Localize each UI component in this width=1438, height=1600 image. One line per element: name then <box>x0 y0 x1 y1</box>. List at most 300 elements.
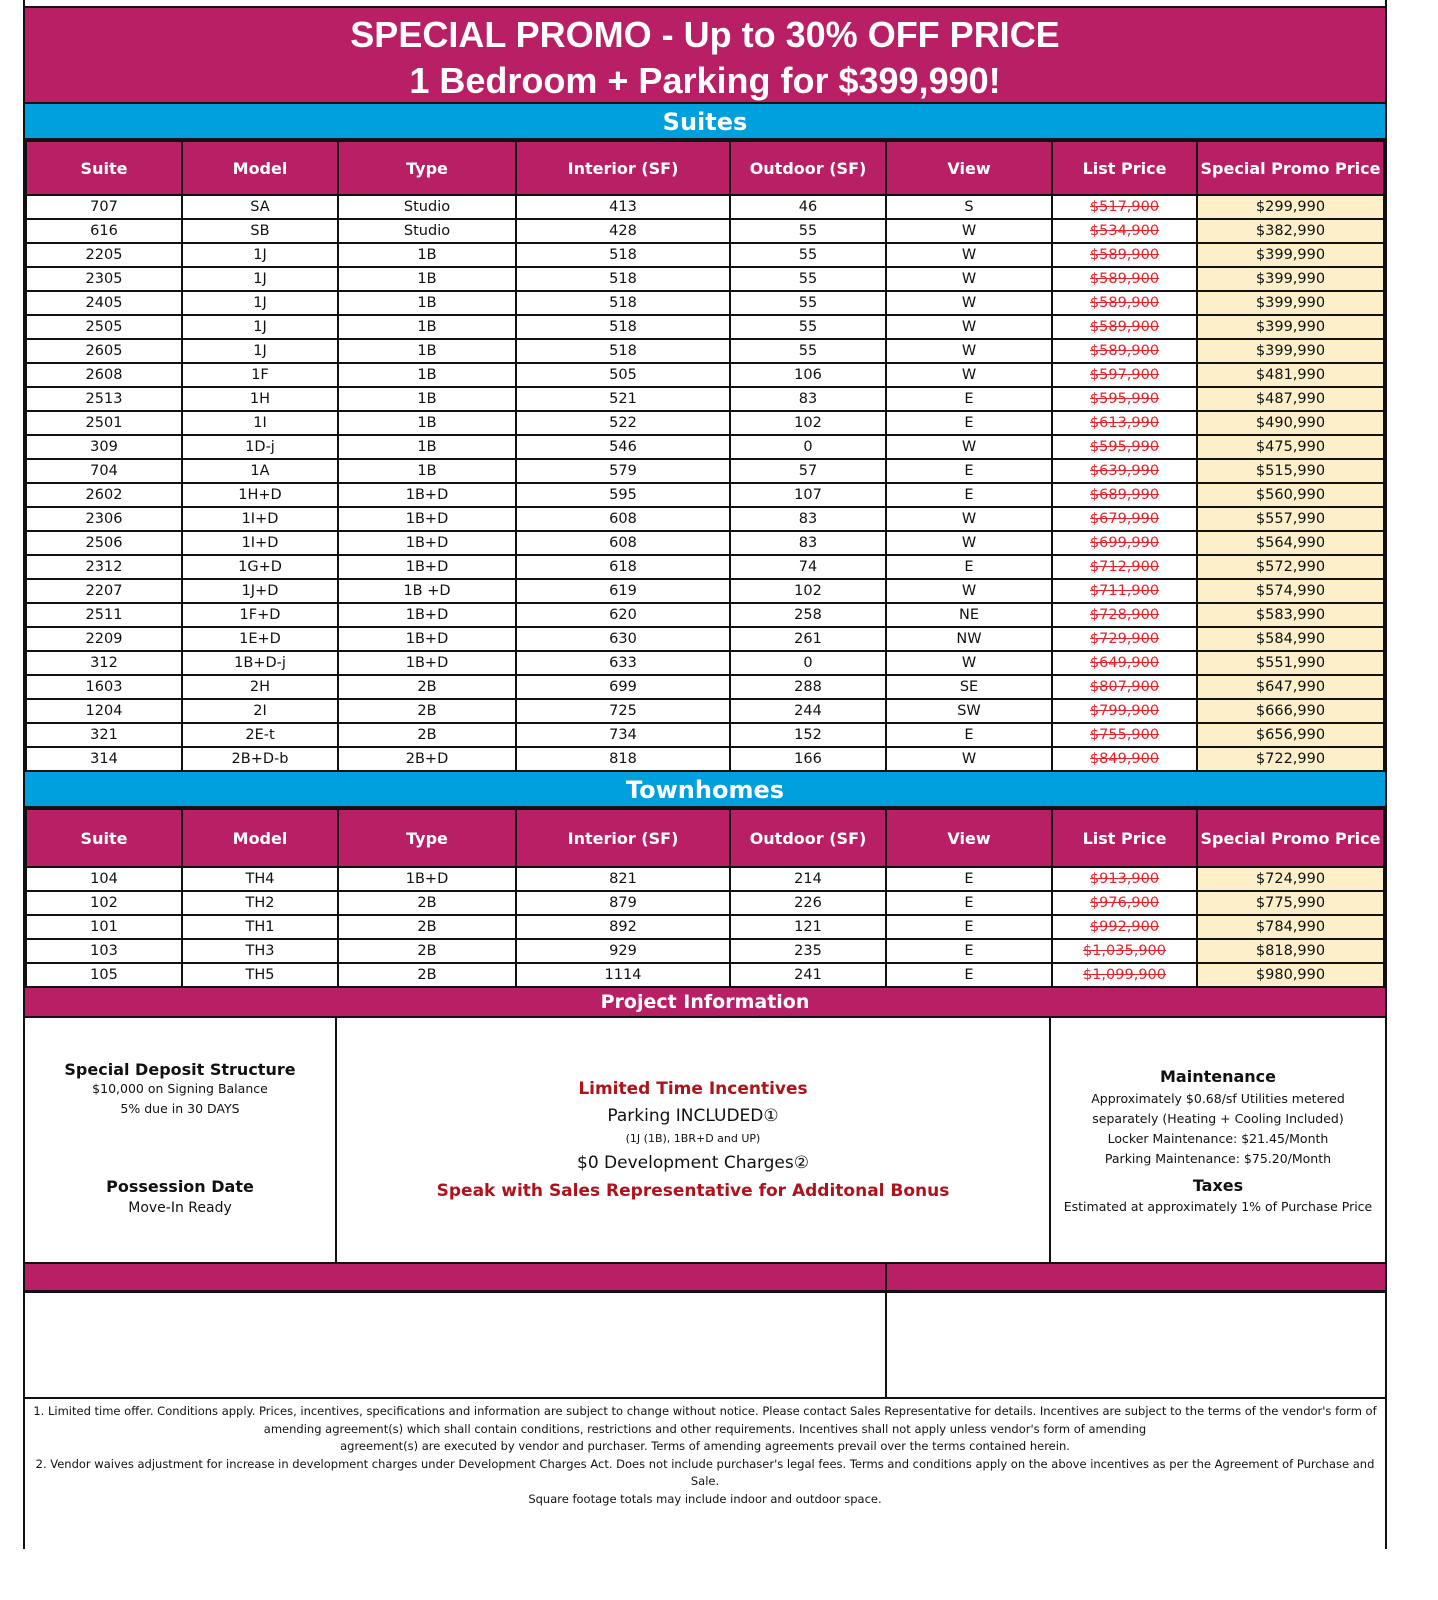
type-cell: 1B+D <box>338 651 516 675</box>
suite-cell: 2602 <box>26 483 182 507</box>
list-price-cell: $589,900 <box>1052 315 1197 339</box>
interior-cell: 725 <box>516 699 730 723</box>
disclaimer-line-3: 2. Vendor waives adjustment for increase in development charges under Development Charges Act. Does not include purchaser's legal fees. Terms and conditions apply on the above incentives as per the Agreement of Purchase and Sale. <box>35 1456 1375 1488</box>
table-row <box>26 555 1384 579</box>
suite-cell: 2305 <box>26 267 182 291</box>
outdoor-cell: 55 <box>730 267 886 291</box>
table-row <box>26 891 1384 915</box>
model-cell: 1I+D <box>182 507 338 531</box>
suites-header-row <box>26 141 1384 195</box>
table-row <box>26 339 1384 363</box>
view-cell: SE <box>886 675 1052 699</box>
column-header: View <box>886 141 1052 195</box>
type-cell: 1B <box>338 363 516 387</box>
model-cell: 1D-j <box>182 435 338 459</box>
interior-cell: 518 <box>516 291 730 315</box>
list-price-cell: $799,900 <box>1052 699 1197 723</box>
view-cell: E <box>886 459 1052 483</box>
interior-cell: 1114 <box>516 963 730 987</box>
type-cell: 1B <box>338 267 516 291</box>
interior-cell: 595 <box>516 483 730 507</box>
suite-cell: 2306 <box>26 507 182 531</box>
view-cell: E <box>886 867 1052 891</box>
view-cell: W <box>886 243 1052 267</box>
list-price-cell: $649,900 <box>1052 651 1197 675</box>
list-price-cell: $807,900 <box>1052 675 1197 699</box>
suites-table <box>25 140 1385 772</box>
list-price-cell: $689,990 <box>1052 483 1197 507</box>
table-row <box>26 651 1384 675</box>
suite-cell: 2312 <box>26 555 182 579</box>
suite-cell: 2501 <box>26 411 182 435</box>
incentive-dev-charges: $0 Development Charges② <box>577 1153 809 1173</box>
table-row <box>26 675 1384 699</box>
project-info-panel <box>25 1018 1385 1264</box>
model-cell: TH1 <box>182 915 338 939</box>
interior-cell: 521 <box>516 387 730 411</box>
interior-cell: 929 <box>516 939 730 963</box>
table-row <box>26 603 1384 627</box>
promo-price-cell: $647,990 <box>1197 675 1384 699</box>
promo-price-cell: $980,990 <box>1197 963 1384 987</box>
promo-price-cell: $564,990 <box>1197 531 1384 555</box>
outdoor-cell: 106 <box>730 363 886 387</box>
column-header: List Price <box>1052 809 1197 867</box>
table-row <box>26 699 1384 723</box>
type-cell: 1B+D <box>338 531 516 555</box>
promo-price-cell: $584,990 <box>1197 627 1384 651</box>
view-cell: W <box>886 435 1052 459</box>
type-cell: 1B+D <box>338 867 516 891</box>
table-row <box>26 963 1384 987</box>
table-row <box>26 219 1384 243</box>
promo-price-cell: $572,990 <box>1197 555 1384 579</box>
promo-headline: SPECIAL PROMO - Up to 30% OFF PRICE <box>350 14 1060 55</box>
list-price-cell: $699,990 <box>1052 531 1197 555</box>
type-cell: 1B +D <box>338 579 516 603</box>
table-row <box>26 867 1384 891</box>
table-row <box>26 195 1384 219</box>
interior-cell: 619 <box>516 579 730 603</box>
list-price-cell: $712,900 <box>1052 555 1197 579</box>
view-cell: E <box>886 915 1052 939</box>
list-price-cell: $595,990 <box>1052 387 1197 411</box>
suite-cell: 2608 <box>26 363 182 387</box>
interior-cell: 579 <box>516 459 730 483</box>
table-row <box>26 363 1384 387</box>
model-cell: 1G+D <box>182 555 338 579</box>
outdoor-cell: 102 <box>730 579 886 603</box>
promo-price-cell: $818,990 <box>1197 939 1384 963</box>
promo-price-cell: $399,990 <box>1197 315 1384 339</box>
top-border <box>25 0 1385 8</box>
promo-price-cell: $515,990 <box>1197 459 1384 483</box>
model-cell: 1I+D <box>182 531 338 555</box>
suite-cell: 309 <box>26 435 182 459</box>
suite-cell: 2207 <box>26 579 182 603</box>
type-cell: 1B <box>338 459 516 483</box>
column-header: Type <box>338 141 516 195</box>
outdoor-cell: 226 <box>730 891 886 915</box>
type-cell: 2B <box>338 675 516 699</box>
suite-cell: 102 <box>26 891 182 915</box>
column-header: Outdoor (SF) <box>730 809 886 867</box>
suite-cell: 2209 <box>26 627 182 651</box>
list-price-cell: $589,900 <box>1052 267 1197 291</box>
outdoor-cell: 0 <box>730 651 886 675</box>
deposit-possession-cell <box>25 1018 337 1262</box>
outdoor-cell: 55 <box>730 315 886 339</box>
type-cell: 2B <box>338 723 516 747</box>
list-price-cell: $597,900 <box>1052 363 1197 387</box>
model-cell: 1J+D <box>182 579 338 603</box>
outdoor-cell: 235 <box>730 939 886 963</box>
table-row <box>26 579 1384 603</box>
list-price-cell: $595,990 <box>1052 435 1197 459</box>
maintenance-title: Maintenance <box>1159 1067 1276 1086</box>
outdoor-cell: 214 <box>730 867 886 891</box>
model-cell: 1J <box>182 243 338 267</box>
list-price-cell: $589,900 <box>1052 243 1197 267</box>
suites-section-title: Suites <box>25 104 1385 140</box>
outdoor-cell: 102 <box>730 411 886 435</box>
suite-cell: 1204 <box>26 699 182 723</box>
suite-cell: 321 <box>26 723 182 747</box>
suite-cell: 2405 <box>26 291 182 315</box>
type-cell: 2B <box>338 699 516 723</box>
view-cell: W <box>886 315 1052 339</box>
maintenance-line-2: separately (Heating + Cooling Included) <box>1092 1111 1344 1126</box>
outdoor-cell: 55 <box>730 219 886 243</box>
promo-price-cell: $722,990 <box>1197 747 1384 771</box>
suite-cell: 104 <box>26 867 182 891</box>
view-cell: W <box>886 507 1052 531</box>
list-price-cell: $729,900 <box>1052 627 1197 651</box>
disclaimer <box>25 1399 1385 1549</box>
type-cell: 1B <box>338 315 516 339</box>
outdoor-cell: 55 <box>730 291 886 315</box>
type-cell: 2B <box>338 915 516 939</box>
promo-price-cell: $299,990 <box>1197 195 1384 219</box>
townhomes-section-title: Townhomes <box>25 772 1385 808</box>
view-cell: W <box>886 219 1052 243</box>
interior-cell: 892 <box>516 915 730 939</box>
outdoor-cell: 55 <box>730 243 886 267</box>
promo-price-cell: $399,990 <box>1197 243 1384 267</box>
outdoor-cell: 121 <box>730 915 886 939</box>
interior-cell: 518 <box>516 243 730 267</box>
project-info-title: Project Information <box>25 988 1385 1018</box>
promo-price-cell: $583,990 <box>1197 603 1384 627</box>
view-cell: W <box>886 579 1052 603</box>
view-cell: W <box>886 267 1052 291</box>
incentive-parking-note: (1J (1B), 1BR+D and UP) <box>625 1132 761 1145</box>
suite-cell: 101 <box>26 915 182 939</box>
suites-body <box>26 195 1384 771</box>
disclaimer-line-1: 1. Limited time offer. Conditions apply. Prices, incentives, specifications and information are subject to change without notice. Please contact Sales Representative for details. Incentives are subject to the terms of the vendor's form of amending agreement(s) which shall contain conditions, restrictions and other requirements. Incentives shall not apply unless vendor's form of amending <box>33 1404 1377 1436</box>
promo-price-cell: $560,990 <box>1197 483 1384 507</box>
suite-cell: 2505 <box>26 315 182 339</box>
type-cell: 2B+D <box>338 747 516 771</box>
blank-header-bar <box>25 1264 1385 1293</box>
column-header: Type <box>338 809 516 867</box>
model-cell: 1H+D <box>182 483 338 507</box>
price-sheet <box>23 0 1387 1549</box>
incentive-bonus: Speak with Sales Representative for Additonal Bonus <box>436 1181 950 1201</box>
promo-price-cell: $487,990 <box>1197 387 1384 411</box>
model-cell: 1B+D-j <box>182 651 338 675</box>
view-cell: E <box>886 411 1052 435</box>
outdoor-cell: 83 <box>730 387 886 411</box>
incentives-cell <box>337 1018 1051 1262</box>
model-cell: TH5 <box>182 963 338 987</box>
view-cell: NW <box>886 627 1052 651</box>
view-cell: E <box>886 891 1052 915</box>
outdoor-cell: 0 <box>730 435 886 459</box>
model-cell: 1I <box>182 411 338 435</box>
list-price-cell: $992,900 <box>1052 915 1197 939</box>
promo-price-cell: $475,990 <box>1197 435 1384 459</box>
view-cell: NE <box>886 603 1052 627</box>
suite-cell: 707 <box>26 195 182 219</box>
outdoor-cell: 152 <box>730 723 886 747</box>
model-cell: 1F <box>182 363 338 387</box>
outdoor-cell: 83 <box>730 507 886 531</box>
suite-cell: 2511 <box>26 603 182 627</box>
table-row <box>26 459 1384 483</box>
list-price-cell: $679,990 <box>1052 507 1197 531</box>
table-row <box>26 627 1384 651</box>
view-cell: W <box>886 291 1052 315</box>
taxes-title: Taxes <box>1192 1176 1244 1195</box>
taxes-line: Estimated at approximately 1% of Purchase Price <box>1063 1199 1373 1214</box>
interior-cell: 505 <box>516 363 730 387</box>
suite-cell: 103 <box>26 939 182 963</box>
type-cell: 1B <box>338 291 516 315</box>
townhomes-body <box>26 867 1384 987</box>
list-price-cell: $711,900 <box>1052 579 1197 603</box>
list-price-cell: $913,900 <box>1052 867 1197 891</box>
table-row <box>26 723 1384 747</box>
interior-cell: 608 <box>516 531 730 555</box>
view-cell: E <box>886 939 1052 963</box>
outdoor-cell: 46 <box>730 195 886 219</box>
type-cell: 2B <box>338 963 516 987</box>
column-header: Interior (SF) <box>516 809 730 867</box>
type-cell: Studio <box>338 195 516 219</box>
promo-price-cell: $490,990 <box>1197 411 1384 435</box>
type-cell: 1B+D <box>338 555 516 579</box>
outdoor-cell: 241 <box>730 963 886 987</box>
model-cell: 2E-t <box>182 723 338 747</box>
column-header: Interior (SF) <box>516 141 730 195</box>
type-cell: 1B <box>338 243 516 267</box>
interior-cell: 518 <box>516 267 730 291</box>
type-cell: 1B+D <box>338 507 516 531</box>
outdoor-cell: 261 <box>730 627 886 651</box>
model-cell: 1E+D <box>182 627 338 651</box>
model-cell: 1J <box>182 267 338 291</box>
suite-cell: 1603 <box>26 675 182 699</box>
column-header: List Price <box>1052 141 1197 195</box>
table-row <box>26 507 1384 531</box>
type-cell: 1B <box>338 435 516 459</box>
interior-cell: 699 <box>516 675 730 699</box>
type-cell: 1B+D <box>338 627 516 651</box>
interior-cell: 821 <box>516 867 730 891</box>
model-cell: 1H <box>182 387 338 411</box>
interior-cell: 618 <box>516 555 730 579</box>
list-price-cell: $534,900 <box>1052 219 1197 243</box>
suite-cell: 616 <box>26 219 182 243</box>
promo-price-cell: $382,990 <box>1197 219 1384 243</box>
view-cell: E <box>886 483 1052 507</box>
townhomes-table <box>25 808 1385 988</box>
list-price-cell: $613,990 <box>1052 411 1197 435</box>
outdoor-cell: 107 <box>730 483 886 507</box>
view-cell: W <box>886 747 1052 771</box>
type-cell: 1B+D <box>338 603 516 627</box>
table-row <box>26 435 1384 459</box>
view-cell: W <box>886 651 1052 675</box>
model-cell: 2B+D-b <box>182 747 338 771</box>
list-price-cell: $755,900 <box>1052 723 1197 747</box>
interior-cell: 546 <box>516 435 730 459</box>
view-cell: S <box>886 195 1052 219</box>
type-cell: 1B+D <box>338 483 516 507</box>
suite-cell: 2506 <box>26 531 182 555</box>
list-price-cell: $589,900 <box>1052 291 1197 315</box>
column-header: Special Promo Price <box>1197 141 1384 195</box>
column-header: View <box>886 809 1052 867</box>
view-cell: E <box>886 963 1052 987</box>
suite-cell: 2205 <box>26 243 182 267</box>
model-cell: TH3 <box>182 939 338 963</box>
promo-price-cell: $557,990 <box>1197 507 1384 531</box>
column-header: Outdoor (SF) <box>730 141 886 195</box>
list-price-cell: $639,990 <box>1052 459 1197 483</box>
model-cell: 1A <box>182 459 338 483</box>
interior-cell: 734 <box>516 723 730 747</box>
list-price-cell: $728,900 <box>1052 603 1197 627</box>
incentive-parking: Parking INCLUDED① <box>607 1106 779 1126</box>
interior-cell: 818 <box>516 747 730 771</box>
model-cell: 1J <box>182 291 338 315</box>
suite-cell: 314 <box>26 747 182 771</box>
suite-cell: 2605 <box>26 339 182 363</box>
view-cell: E <box>886 723 1052 747</box>
type-cell: 1B <box>338 339 516 363</box>
deposit-title: Special Deposit Structure <box>64 1060 296 1079</box>
deposit-line-2: 5% due in 30 DAYS <box>120 1101 240 1116</box>
suite-cell: 704 <box>26 459 182 483</box>
list-price-cell: $517,900 <box>1052 195 1197 219</box>
list-price-cell: $849,900 <box>1052 747 1197 771</box>
table-row <box>26 939 1384 963</box>
table-row <box>26 483 1384 507</box>
maintenance-line-4: Parking Maintenance: $75.20/Month <box>1104 1151 1332 1166</box>
model-cell: TH4 <box>182 867 338 891</box>
suite-cell: 105 <box>26 963 182 987</box>
outdoor-cell: 288 <box>730 675 886 699</box>
model-cell: 2I <box>182 699 338 723</box>
model-cell: TH2 <box>182 891 338 915</box>
interior-cell: 522 <box>516 411 730 435</box>
outdoor-cell: 258 <box>730 603 886 627</box>
table-row <box>26 243 1384 267</box>
maintenance-taxes-cell <box>1051 1018 1385 1262</box>
column-header: Suite <box>26 809 182 867</box>
outdoor-cell: 166 <box>730 747 886 771</box>
interior-cell: 620 <box>516 603 730 627</box>
outdoor-cell: 83 <box>730 531 886 555</box>
table-row <box>26 915 1384 939</box>
model-cell: SB <box>182 219 338 243</box>
type-cell: 2B <box>338 939 516 963</box>
model-cell: 1F+D <box>182 603 338 627</box>
interior-cell: 608 <box>516 507 730 531</box>
interior-cell: 879 <box>516 891 730 915</box>
table-row <box>26 267 1384 291</box>
column-header: Model <box>182 141 338 195</box>
possession-title: Possession Date <box>106 1177 254 1196</box>
disclaimer-line-2: agreement(s) are executed by vendor and purchaser. Terms of amending agreements prevail over the terms contained herein. <box>340 1439 1070 1453</box>
table-row <box>26 387 1384 411</box>
promo-price-cell: $724,990 <box>1197 867 1384 891</box>
promo-banner <box>25 8 1385 104</box>
model-cell: 1J <box>182 339 338 363</box>
suite-cell: 2513 <box>26 387 182 411</box>
view-cell: E <box>886 387 1052 411</box>
type-cell: Studio <box>338 219 516 243</box>
type-cell: 1B <box>338 387 516 411</box>
table-row <box>26 747 1384 771</box>
promo-price-cell: $399,990 <box>1197 267 1384 291</box>
suite-cell: 312 <box>26 651 182 675</box>
deposit-line-1: $10,000 on Signing Balance <box>92 1081 268 1096</box>
promo-price-cell: $481,990 <box>1197 363 1384 387</box>
promo-price-cell: $399,990 <box>1197 339 1384 363</box>
model-cell: SA <box>182 195 338 219</box>
interior-cell: 413 <box>516 195 730 219</box>
column-header: Special Promo Price <box>1197 809 1384 867</box>
column-header: Suite <box>26 141 182 195</box>
outdoor-cell: 74 <box>730 555 886 579</box>
list-price-cell: $589,900 <box>1052 339 1197 363</box>
table-row <box>26 531 1384 555</box>
interior-cell: 428 <box>516 219 730 243</box>
promo-price-cell: $656,990 <box>1197 723 1384 747</box>
blank-panel <box>25 1293 1385 1399</box>
promo-subheadline: 1 Bedroom + Parking for $399,990! <box>409 60 1001 101</box>
possession-value: Move-In Ready <box>128 1200 232 1216</box>
list-price-cell: $976,900 <box>1052 891 1197 915</box>
view-cell: W <box>886 531 1052 555</box>
incentives-title: Limited Time Incentives <box>578 1079 808 1099</box>
table-row <box>26 291 1384 315</box>
type-cell: 2B <box>338 891 516 915</box>
list-price-cell: $1,035,900 <box>1052 939 1197 963</box>
interior-cell: 518 <box>516 339 730 363</box>
outdoor-cell: 244 <box>730 699 886 723</box>
promo-price-cell: $775,990 <box>1197 891 1384 915</box>
promo-price-cell: $574,990 <box>1197 579 1384 603</box>
promo-price-cell: $666,990 <box>1197 699 1384 723</box>
promo-price-cell: $399,990 <box>1197 291 1384 315</box>
promo-price-cell: $551,990 <box>1197 651 1384 675</box>
model-cell: 1J <box>182 315 338 339</box>
table-row <box>26 315 1384 339</box>
